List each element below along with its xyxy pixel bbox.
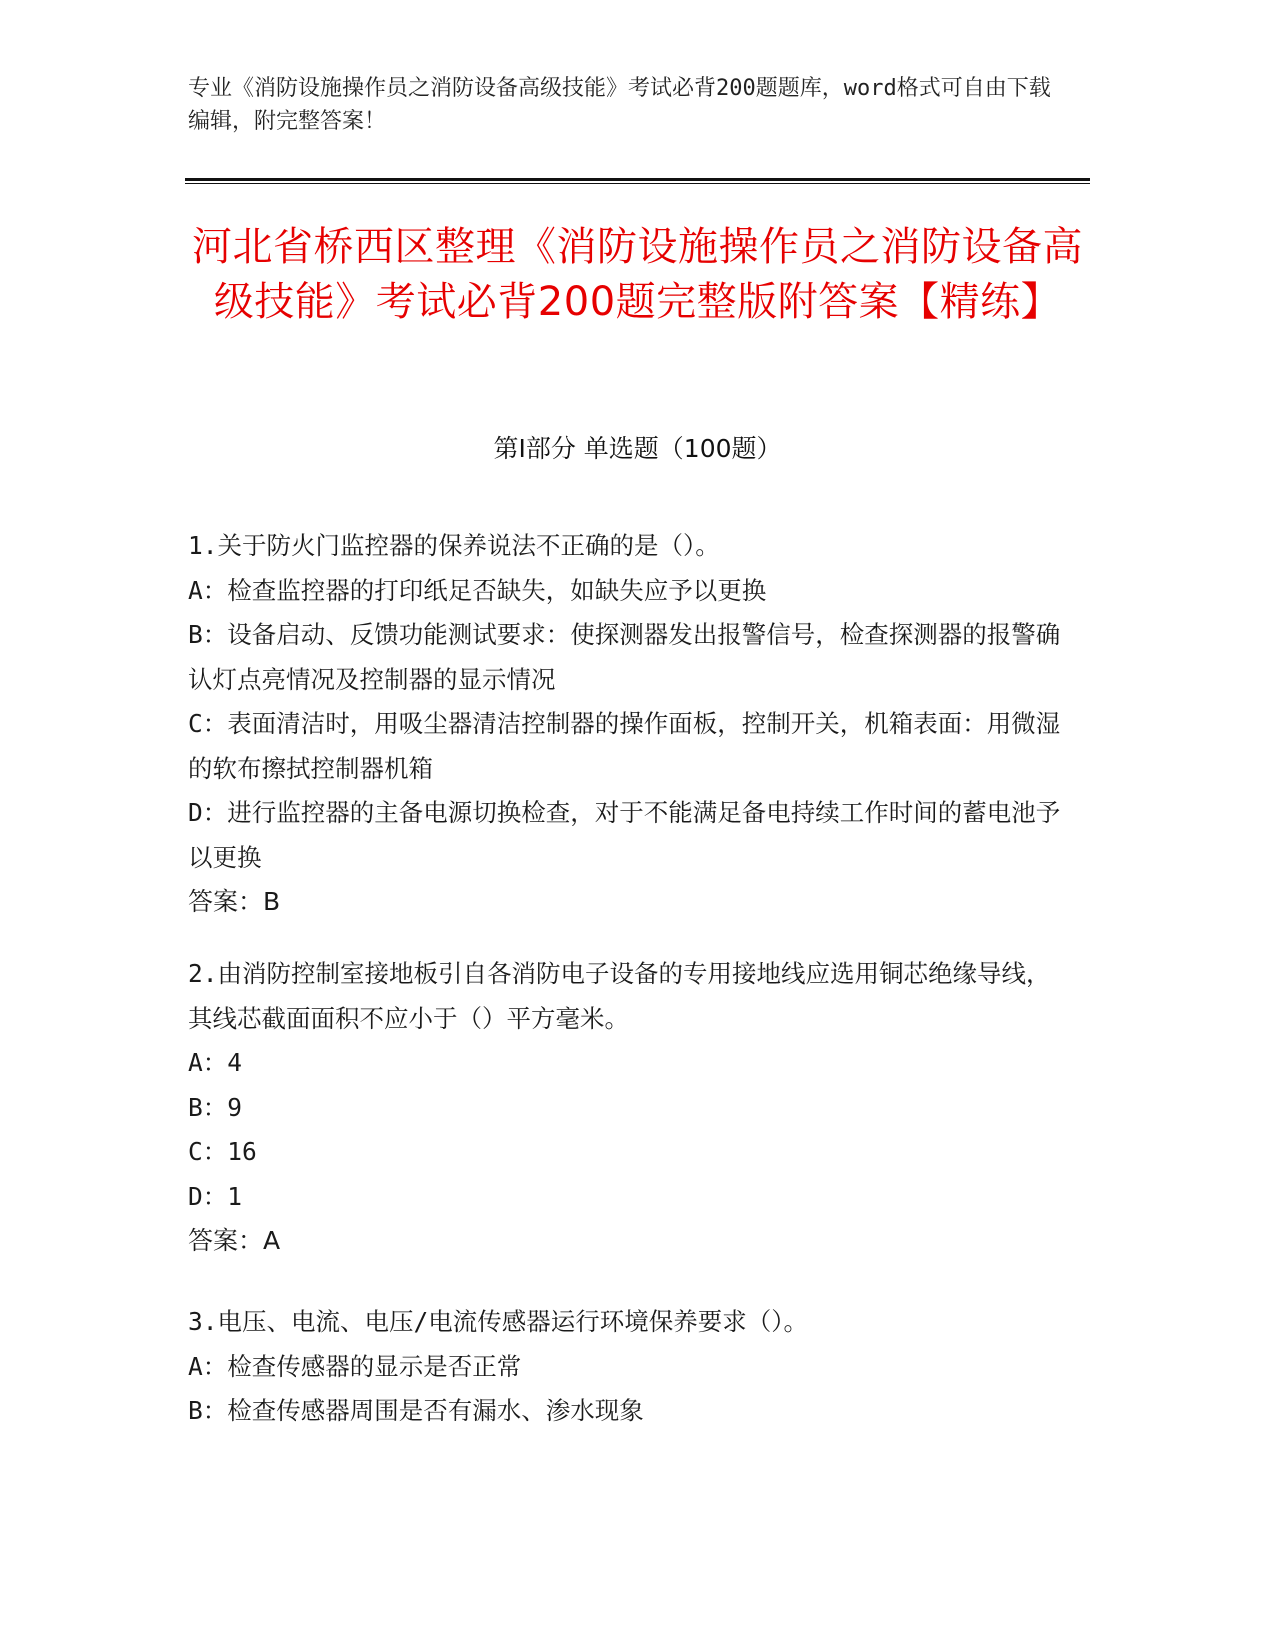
option-d: D：进行监控器的主备电源切换检查，对于不能满足备电持续工作时间的蓄电池予以更换 xyxy=(188,798,1061,872)
question-stem: 2.由消防控制室接地板引自各消防电子设备的专用接地线应选用铜芯绝缘导线，其线芯截面面积不应小于（）平方毫米。 xyxy=(188,959,1051,1033)
header-divider-thin xyxy=(185,183,1090,184)
question-stem: 3.电压、电流、电压/电流传感器运行环境保养要求（）。 xyxy=(188,1307,808,1336)
option-c: C：表面清洁时，用吸尘器清洁控制器的操作面板，控制开关，机箱表面：用微湿的软布擦拭控制器机箱 xyxy=(188,709,1061,783)
option-a: A：4 xyxy=(188,1048,243,1077)
option-a: A：检查监控器的打印纸足否缺失，如缺失应予以更换 xyxy=(188,575,767,605)
header-divider-thick xyxy=(185,178,1090,181)
option-c: C：16 xyxy=(188,1137,257,1166)
section-heading: 第I部分 单选题（100题） xyxy=(493,434,782,463)
option-b: B：9 xyxy=(188,1092,243,1122)
question-stem: 1.关于防火门监控器的保养说法不正确的是（）。 xyxy=(188,531,720,560)
answer: 答案：A xyxy=(188,1226,281,1255)
question-1 xyxy=(188,524,1073,925)
document-title: 河北省桥西区整理《消防设施操作员之消防设备高级技能》考试必背200题完整版附答案【精练】 xyxy=(192,224,1083,325)
option-b: B：检查传感器周围是否有漏水、渗水现象 xyxy=(188,1396,644,1425)
option-a: A：检查传感器的显示是否正常 xyxy=(188,1351,522,1381)
option-d: D：1 xyxy=(188,1181,243,1211)
option-b: B：设备启动、反馈功能测试要求：使探测器发出报警信号，检查探测器的报警确认灯点亮情况及控制器的显示情况 xyxy=(188,620,1061,694)
header-note: 专业《消防设施操作员之消防设备高级技能》考试必背200题题库，word格式可自由下载编辑，附完整答案！ xyxy=(188,76,1051,134)
question-2 xyxy=(188,952,1073,1264)
question-3 xyxy=(188,1300,1073,1434)
answer: 答案：B xyxy=(188,887,281,916)
